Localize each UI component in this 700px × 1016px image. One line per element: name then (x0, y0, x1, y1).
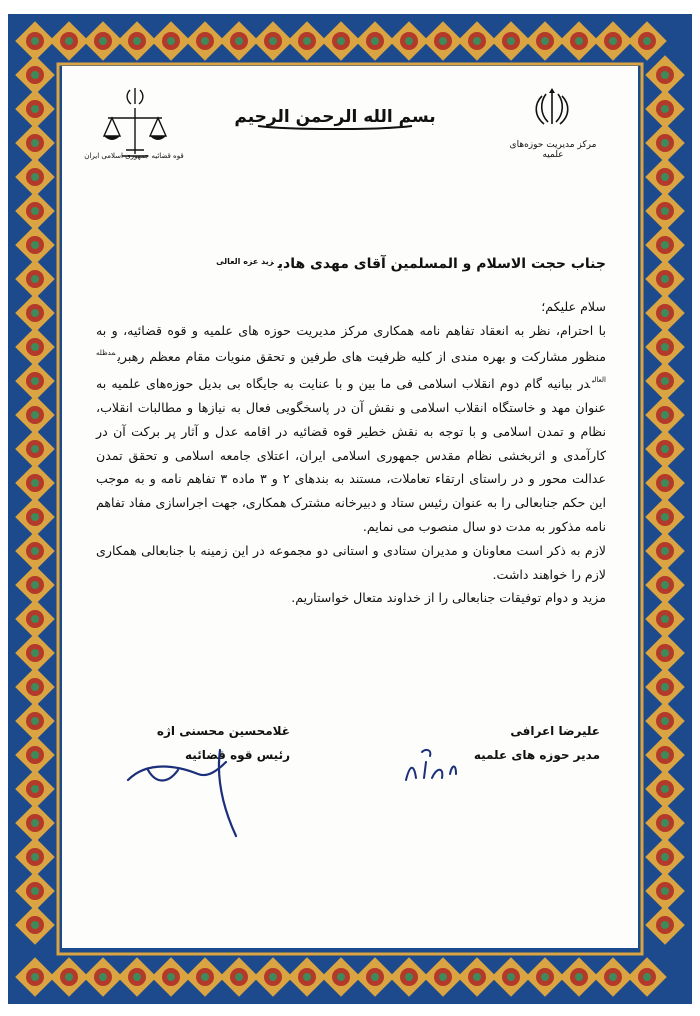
paragraph-1-part-b: در بیانیه گام دوم انقلاب اسلامی فی ما بین و با عنایت به جایگاه بی بدیل حوزه‌های علمیه به عنوان مهد و خاستگاه انقلاب اسلامی و نقش آن در پاسخگویی فعال به نیازها و مطالبات انقلاب، نظام و تمدن اسلامی و با توجه به نقش خطیر قوه قضائیه در اقامه عدل و آثار پر برکت آن در کارآمدی و اثربخشی نظام مقدس جمهوری اسلامی ایران، اعتلای جامعه اسلامی و تحقق تمدن عدالت محور و در راستای ارتقاء تعاملات، مستند به بندهای ۲ و ۳ ماده ۳ تفاهم نامه و به موجب این حکم جنابعالی را به عنوان رئیس ستاد و دبیرخانه مشترک همکاری، جهت اجراسازی مفاد تفاهم نامه مذکور به مدت دو سال منصوب می نمایم. (96, 376, 607, 534)
border-motif (287, 957, 327, 997)
border-motif (15, 905, 55, 945)
border-motif (491, 957, 531, 997)
border-motif (389, 21, 429, 61)
border-motif (645, 157, 685, 197)
basmala-calligraphy (234, 96, 436, 136)
border-motif (321, 21, 361, 61)
border-motif (645, 191, 685, 231)
basmala-text: بسم الله الرحمن الرحیم (234, 107, 436, 127)
border-motif (645, 123, 685, 163)
border-motif (15, 565, 55, 605)
border-motif (15, 497, 55, 537)
border-motif (645, 55, 685, 95)
border-motif (355, 957, 395, 997)
border-motif (15, 361, 55, 401)
signatory-name-seminary: علیرضا اعرافی (510, 724, 600, 738)
border-motif (645, 293, 685, 333)
border-motif (151, 957, 191, 997)
border-motif (15, 531, 55, 571)
border-motif (15, 157, 55, 197)
paragraph-3: مزید و دوام توفیقات جنابعالی را از خداوند متعال خواستاریم. (291, 590, 606, 606)
border-motif (645, 701, 685, 741)
border-motif (15, 701, 55, 741)
border-motif (219, 957, 259, 997)
border-motif (645, 429, 685, 469)
border-motif (525, 957, 565, 997)
border-motif (15, 957, 55, 997)
border-motif (15, 667, 55, 707)
border-motif (15, 463, 55, 503)
signatory-name-judiciary: غلامحسین محسنی اژه (156, 724, 290, 738)
handwritten-signature-seminary (392, 744, 472, 794)
border-motif (49, 957, 89, 997)
border-motif (15, 293, 55, 333)
signatory-title-seminary: مدیر حوزه های علمیه (473, 748, 600, 762)
border-motif (559, 957, 599, 997)
border-motif (219, 21, 259, 61)
paragraph-1 (96, 319, 606, 539)
border-motif (15, 735, 55, 775)
border-motif (645, 531, 685, 571)
org-name-judiciary: قوه قضائیه جمهوری اسلامی ایران (84, 152, 184, 160)
letter-body (96, 250, 606, 610)
border-motif (83, 21, 123, 61)
org-name-seminary: مرکز مدیریت حوزه‌های علمیه (509, 140, 597, 160)
border-motif (645, 225, 685, 265)
addressee-line (96, 250, 606, 277)
border-motif (15, 395, 55, 435)
border-motif (645, 803, 685, 843)
border-motif (593, 957, 633, 997)
border-motif (457, 21, 497, 61)
border-motif (645, 361, 685, 401)
border-motif (15, 21, 55, 61)
border-motif (491, 21, 531, 61)
border-motif (253, 21, 293, 61)
paragraph-2: لازم به ذکر است معاونان و مدیران ستادی و استانی دو مجموعه در این زمینه با جنابعالی همکاری لازم را خواهند داشت. (96, 542, 606, 582)
border-motif (423, 21, 463, 61)
border-motif (151, 21, 191, 61)
border-motif (645, 599, 685, 639)
border-motif (627, 957, 667, 997)
border-motif (645, 463, 685, 503)
border-motif (15, 837, 55, 877)
border-motif (15, 429, 55, 469)
border-motif (15, 871, 55, 911)
border-motif (355, 21, 395, 61)
border-motif (645, 395, 685, 435)
border-motif (15, 89, 55, 129)
border-motif (645, 735, 685, 775)
border-motif (645, 871, 685, 911)
border-motif (645, 89, 685, 129)
border-motif (117, 957, 157, 997)
border-motif (83, 957, 123, 997)
border-motif (525, 21, 565, 61)
border-motif (15, 259, 55, 299)
border-motif (593, 21, 633, 61)
border-motif (627, 21, 667, 61)
border-motif (645, 769, 685, 809)
addressee-name: جناب حجت الاسلام و المسلمین آقای مهدی هادی (277, 256, 606, 272)
border-motif (287, 21, 327, 61)
emblem-icon (522, 84, 582, 134)
border-motif (645, 497, 685, 537)
border-motif (645, 905, 685, 945)
border-motif (457, 957, 497, 997)
border-motif (645, 259, 685, 299)
border-motif (645, 633, 685, 673)
judiciary-scales-icon (100, 84, 170, 174)
border-motif (15, 803, 55, 843)
border-motif (645, 327, 685, 367)
handwritten-signature-judiciary (108, 740, 258, 840)
border-motif (49, 21, 89, 61)
border-motif (253, 957, 293, 997)
border-motif (15, 599, 55, 639)
border-motif (423, 957, 463, 997)
addressee-suffix: زید عزه العالی (216, 257, 274, 266)
border-motif (15, 55, 55, 95)
border-motif (15, 225, 55, 265)
border-motif (15, 123, 55, 163)
border-motif (645, 565, 685, 605)
border-motif (185, 957, 225, 997)
border-motif (15, 769, 55, 809)
border-motif (117, 21, 157, 61)
border-motif (15, 633, 55, 673)
signatory-title-judiciary: رئیس قوه قضائیه (185, 748, 290, 762)
border-motif (645, 837, 685, 877)
border-motif (389, 957, 429, 997)
border-motif (645, 667, 685, 707)
border-motif (15, 191, 55, 231)
border-motif (559, 21, 599, 61)
greeting: سلام علیکم؛ (541, 298, 606, 314)
paragraph-1-part-a: با احترام، نظر به انعقاد تفاهم نامه همکاری مرکز مدیریت حوزه های علمیه و قوه قضائیه، و به منظور مشارکت و بهره مندی از کلیه ظرفیت های طرفین و تحقق منویات مقام معظم رهبری (96, 322, 606, 365)
border-motif (185, 21, 225, 61)
border-motif (321, 957, 361, 997)
leader-suffix: مدظله العالی (96, 349, 606, 385)
border-motif (15, 327, 55, 367)
